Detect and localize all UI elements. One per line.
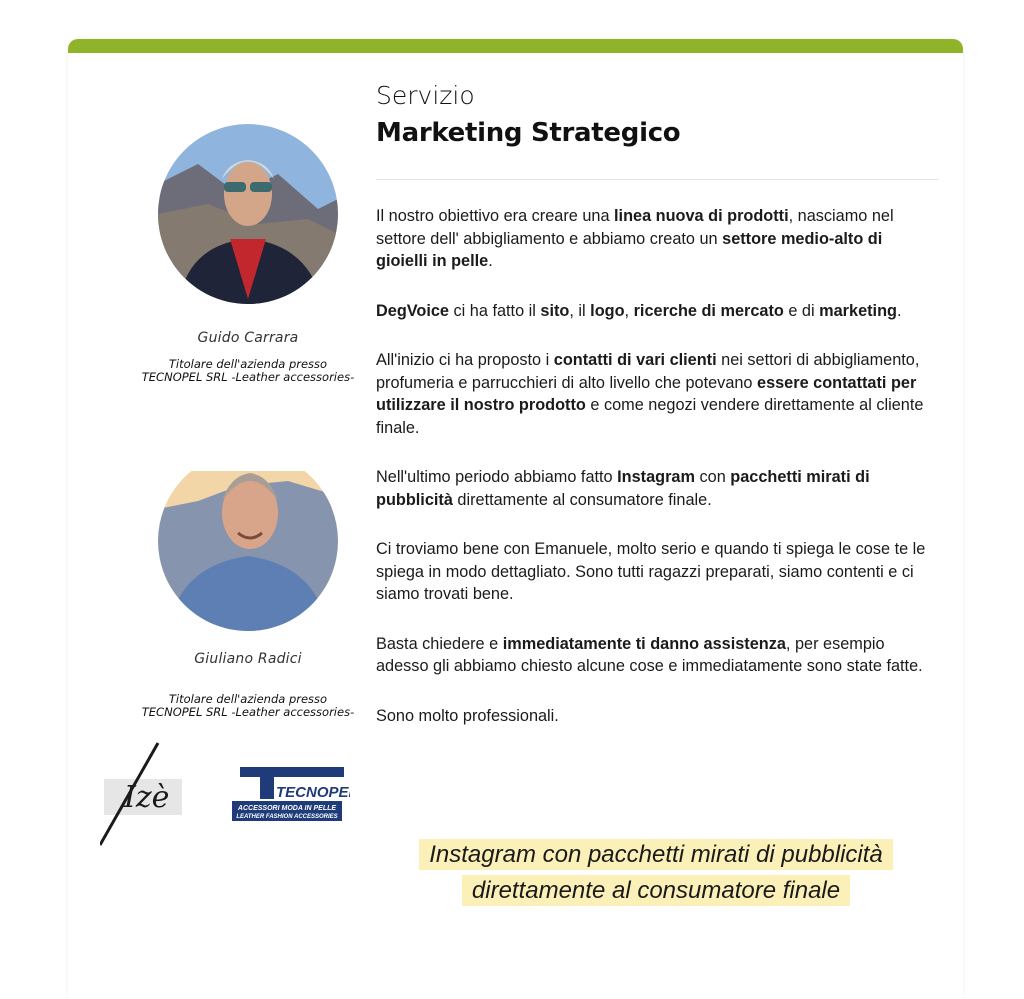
tecnopel-tagline-1: ACCESSORI MODA IN PELLE bbox=[237, 805, 337, 812]
ize-logo bbox=[100, 743, 182, 845]
avatar-guido-carrara bbox=[158, 124, 338, 304]
tecnopel-brand: TECNOPEL bbox=[276, 784, 350, 801]
tecnopel-logo bbox=[232, 767, 350, 821]
text-run: All'inizio ci ha proposto i bbox=[376, 351, 554, 369]
body-paragraph bbox=[376, 205, 936, 273]
text-run: Sono molto professionali. bbox=[376, 706, 559, 725]
bold-text: DegVoice bbox=[376, 301, 449, 320]
text-run: Il nostro obiettivo era creare una bbox=[376, 207, 615, 225]
bold-text: logo bbox=[590, 301, 625, 320]
bold-text: immediatamente ti danno assistenza bbox=[502, 634, 786, 653]
text-run: Basta chiedere e bbox=[376, 634, 503, 653]
body-paragraph bbox=[376, 300, 936, 323]
bold-text: sito bbox=[540, 301, 570, 320]
text-run: e di bbox=[783, 301, 820, 320]
quote-line-2: direttamente al consumatore finale bbox=[462, 875, 850, 906]
body-paragraph bbox=[376, 633, 936, 678]
bold-text: essere contattati per utilizzare il nostro prodotto bbox=[376, 373, 917, 414]
text-run: , per esempio adesso gli abbiamo chiesto alcune cose e immediatamente sono state fatte. bbox=[376, 634, 923, 675]
text-run: , bbox=[624, 301, 634, 320]
text-run: e come negozi vendere direttamente al cliente finale. bbox=[376, 396, 924, 437]
testimonial-person-2 bbox=[93, 451, 403, 719]
text-run: . bbox=[896, 301, 902, 320]
tecnopel-tagline-2: LEATHER FASHION ACCESSORIES bbox=[236, 814, 338, 820]
bold-text: marketing bbox=[819, 301, 897, 320]
service-label: Servizio bbox=[376, 81, 475, 110]
text-run: direttamente al consumatore finale. bbox=[452, 490, 712, 509]
bold-text: contatti di vari clienti bbox=[553, 351, 717, 369]
testimonial-person-1 bbox=[93, 124, 403, 384]
client-logos bbox=[100, 741, 350, 851]
testimonial-card bbox=[68, 39, 963, 999]
body-paragraph bbox=[376, 705, 936, 728]
bold-text: linea nuova di prodotti bbox=[614, 207, 789, 225]
portrait-photo-icon bbox=[158, 124, 338, 304]
text-run: Nell'ultimo periodo abbiamo fatto bbox=[376, 468, 618, 486]
quote-line-1: Instagram con pacchetti mirati di pubblicità bbox=[419, 839, 893, 870]
person-role-line1: Titolare dell'azienda presso bbox=[168, 357, 328, 371]
service-title: Marketing Strategico bbox=[376, 118, 681, 148]
body-paragraph bbox=[376, 538, 936, 606]
text-run: . bbox=[488, 252, 493, 270]
body-paragraph bbox=[376, 349, 936, 439]
person-name: Giuliano Radici bbox=[194, 651, 302, 667]
accent-top-bar bbox=[68, 39, 963, 53]
avatar-giuliano-radici bbox=[158, 451, 338, 631]
bold-text: Instagram bbox=[617, 468, 695, 486]
testimonial-body bbox=[376, 205, 936, 754]
text-run: , nasciamo nel settore dell' abbigliamento e abbiamo creato un bbox=[376, 207, 894, 248]
bold-text: pacchetti mirati di pubblicità bbox=[376, 468, 870, 509]
text-run: ci ha fatto il bbox=[449, 301, 541, 320]
ize-logo-text: Izè bbox=[124, 780, 170, 815]
body-paragraph bbox=[376, 466, 936, 511]
text-run: , il bbox=[569, 301, 591, 320]
person-role-line1: Titolare dell'azienda presso bbox=[168, 692, 328, 706]
text-run: Ci troviamo bene con Emanuele, molto serio e quando ti spiega le cose te le spiega in modo dettagliato. Sono tutti ragazzi preparati, siamo contenti e ci siamo trovati bene. bbox=[376, 540, 926, 603]
divider bbox=[376, 179, 939, 180]
portrait-photo-icon bbox=[158, 451, 338, 631]
bold-text: ricerche di mercato bbox=[633, 301, 784, 320]
bold-text: settore medio-alto di gioielli in pelle bbox=[376, 229, 883, 270]
text-run: nei settori di abbigliamento, profumeria e parrucchieri di alto livello che potevano bbox=[376, 351, 920, 392]
person-name: Guido Carrara bbox=[197, 330, 299, 346]
person-role-line2: TECNOPEL SRL -Leather accessories- bbox=[141, 370, 355, 384]
text-run: con bbox=[694, 468, 731, 486]
person-role-line2: TECNOPEL SRL -Leather accessories- bbox=[141, 705, 355, 719]
highlight-quote bbox=[376, 837, 936, 909]
